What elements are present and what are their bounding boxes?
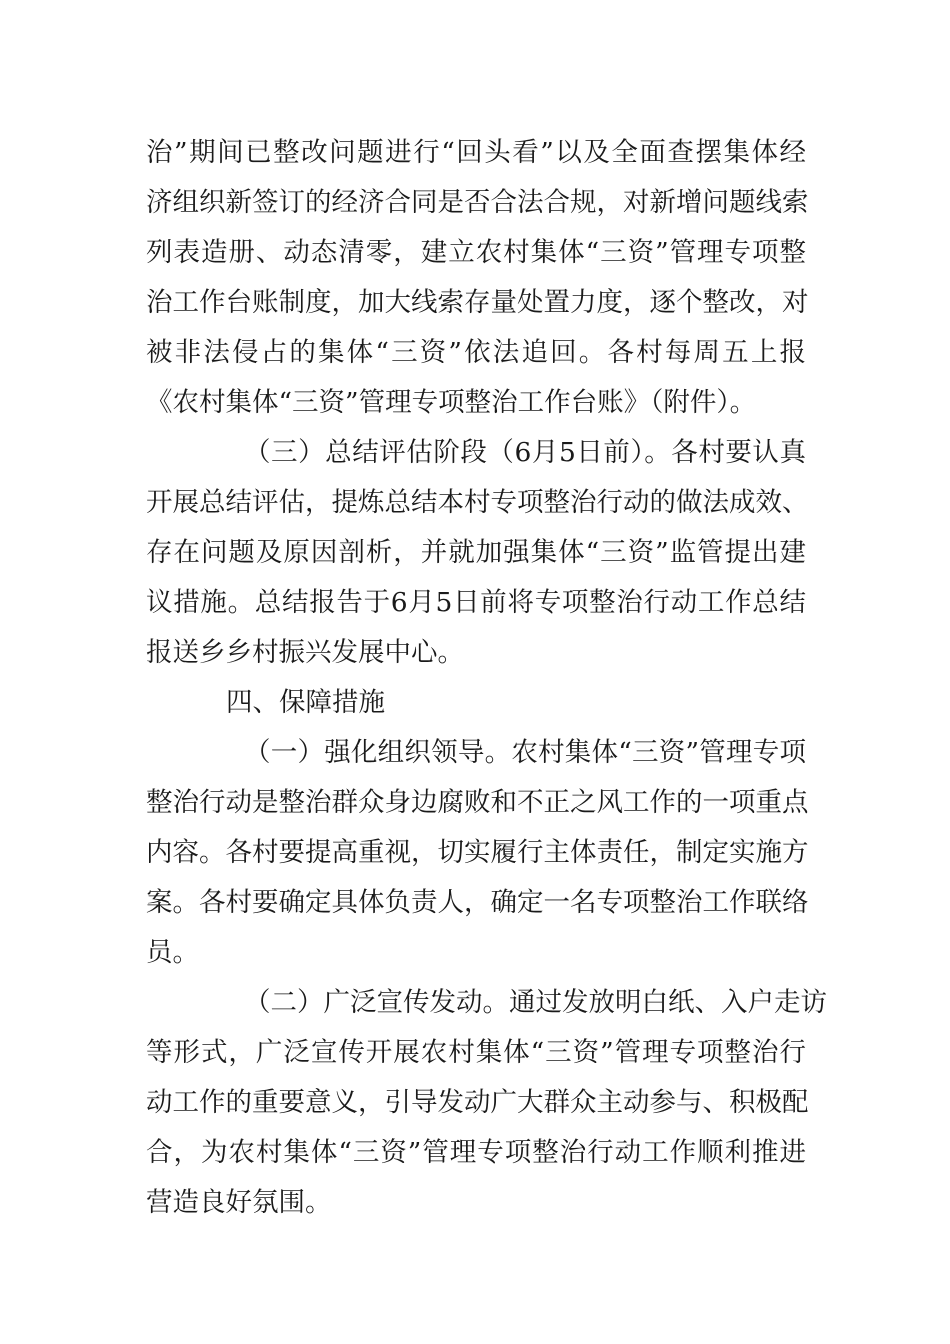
text-line: 开展总结评估，提炼总结本村专项整治行动的做法成效、	[146, 487, 809, 518]
text-line: （一）强化组织领导。农村集体“三资”管理专项	[244, 737, 806, 768]
text-line: （三）总结评估阶段（6月5日前）。各村要认真	[244, 437, 806, 468]
text-line: 整治行动是整治群众身边腐败和不正之风工作的一项重点	[146, 787, 809, 818]
text-line: 治工作台账制度，加大线索存量处置力度，逐个整改，对	[146, 287, 809, 318]
text-line: 营造良好氛围。	[146, 1187, 332, 1218]
text-line: 员。	[146, 937, 199, 968]
document-body	[146, 128, 826, 1228]
text-line: 案。各村要确定具体负责人，确定一名专项整治工作联络	[146, 887, 809, 918]
text-line: 《农村集体“三资”管理专项整治工作台账》（附件）。	[146, 387, 757, 418]
text-line: 等形式，广泛宣传开展农村集体“三资”管理专项整治行	[146, 1037, 806, 1068]
paragraph-leadership	[146, 728, 826, 978]
text-line: 列表造册、动态清零，建立农村集体“三资”管理专项整	[146, 237, 806, 268]
text-line: （二）广泛宣传发动。通过发放明白纸、入户走访	[244, 987, 827, 1018]
text-line: 济组织新签订的经济合同是否合法合规，对新增问题线索	[146, 187, 809, 218]
text-line: 动工作的重要意义，引导发动广大群众主动参与、积极配	[146, 1087, 809, 1118]
paragraph-publicity	[146, 978, 826, 1228]
text-line: 存在问题及原因剖析，并就加强集体“三资”监管提出建	[146, 537, 806, 568]
text-line: 议措施。总结报告于6月5日前将专项整治行动工作总结	[146, 587, 806, 618]
section-heading: 四、保障措施	[226, 687, 385, 718]
text-line: 治”期间已整改问题进行“回头看”以及全面查摆集体经	[146, 137, 806, 168]
text-line: 被非法侵占的集体“三资”依法追回。各村每周五上报	[146, 337, 806, 368]
text-line: 报送乡乡村振兴发展中心。	[146, 637, 464, 668]
paragraph-rectification	[146, 128, 826, 428]
text-line: 合，为农村集体“三资”管理专项整治行动工作顺利推进	[146, 1137, 806, 1168]
text-line: 内容。各村要提高重视，切实履行主体责任，制定实施方	[146, 837, 809, 868]
paragraph-summary-stage	[146, 428, 826, 678]
